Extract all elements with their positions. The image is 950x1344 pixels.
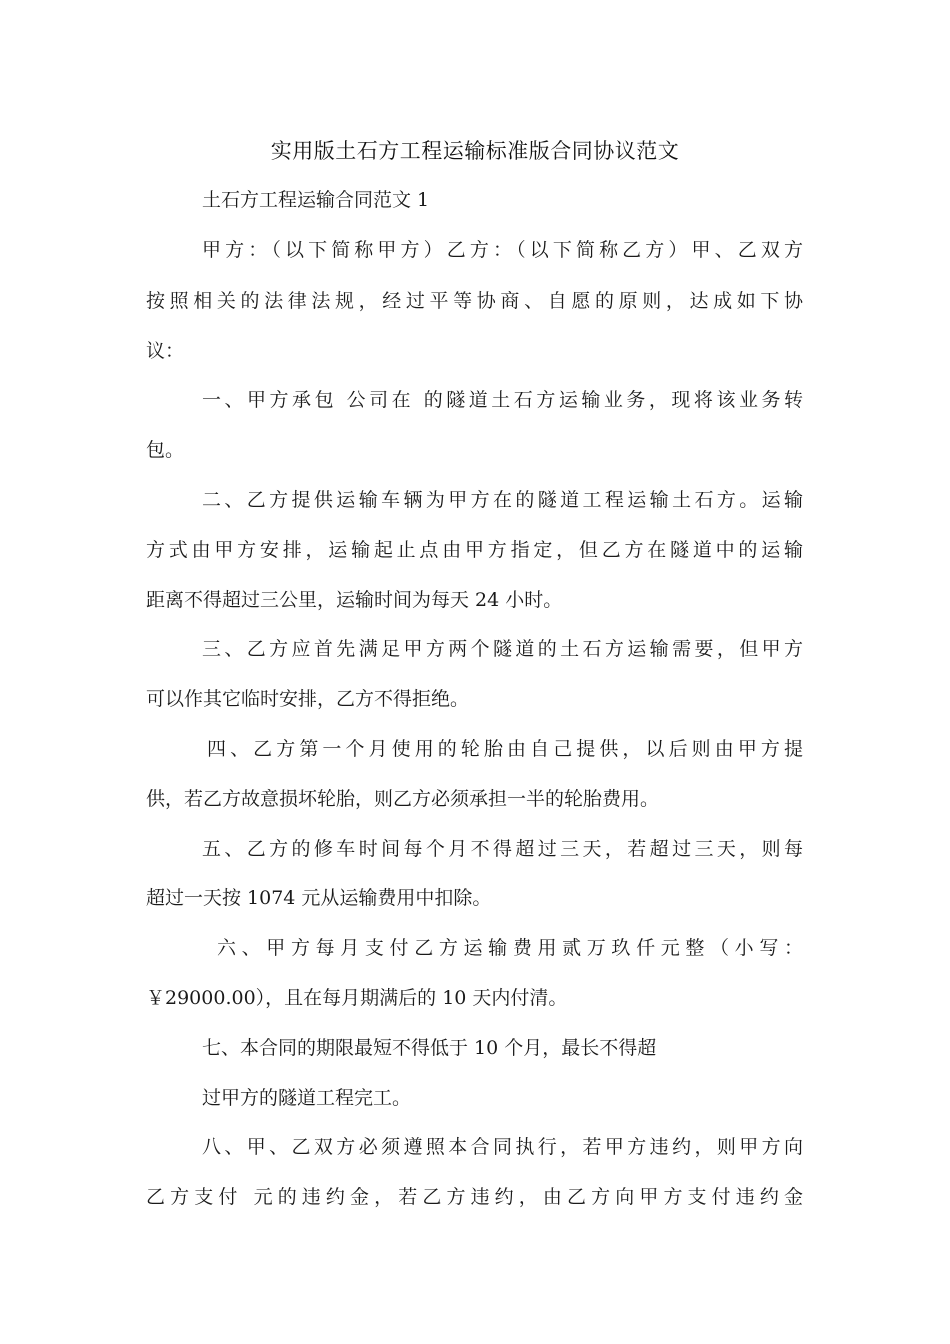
- paragraph-line: 甲方：（以下简称甲方）乙方：（以下简称乙方）甲、乙双方: [202, 239, 803, 261]
- paragraph-line: ￥29000.00），且在每月期满后的 10 天内付清。: [146, 987, 568, 1009]
- paragraph-line: 超过一天按 1074 元从运输费用中扣除。: [146, 887, 492, 909]
- paragraph-line: 议：: [146, 340, 185, 362]
- paragraph-line: 供，若乙方故意损坏轮胎，则乙方必须承担一半的轮胎费用。: [146, 788, 660, 810]
- paragraph-line: 距离不得超过三公里，运输时间为每天 24 小时。: [146, 589, 563, 611]
- paragraph-line: 四、乙方第一个月使用的轮胎由自己提供，以后则由甲方提: [207, 738, 803, 760]
- paragraph-line: 可以作其它临时安排，乙方不得拒绝。: [146, 688, 470, 710]
- paragraph-line: 按照相关的法律法规，经过平等协商、自愿的原则，达成如下协: [146, 290, 803, 312]
- paragraph-line: 八、甲、乙双方必须遵照本合同执行，若甲方违约，则甲方向: [202, 1136, 803, 1158]
- document-title: 实用版土石方工程运输标准版合同协议范文: [270, 139, 680, 163]
- paragraph-line: 五、乙方的修车时间每个月不得超过三天，若超过三天，则每: [202, 838, 803, 860]
- paragraph-line: 包。: [146, 439, 185, 461]
- paragraph-line: 六、甲方每月支付乙方运输费用贰万玖仟元整（小写：: [217, 937, 803, 959]
- paragraph-line: 方式由甲方安排，运输起止点由甲方指定，但乙方在隧道中的运输: [146, 539, 803, 561]
- paragraph-line: 一、甲方承包 公司在 的隧道土石方运输业务，现将该业务转: [202, 389, 803, 411]
- section-heading: 土石方工程运输合同范文 1: [202, 189, 430, 211]
- paragraph-line: 乙方支付 元的违约金，若乙方违约，由乙方向甲方支付违约金: [146, 1186, 803, 1208]
- paragraph-line: 七、本合同的期限最短不得低于 10 个月，最长不得超: [202, 1037, 657, 1059]
- paragraph-line: 三、乙方应首先满足甲方两个隧道的土石方运输需要，但甲方: [202, 638, 803, 660]
- paragraph-line: 二、乙方提供运输车辆为甲方在的隧道工程运输土石方。运输: [202, 489, 803, 511]
- paragraph-line: 过甲方的隧道工程完工。: [202, 1087, 412, 1109]
